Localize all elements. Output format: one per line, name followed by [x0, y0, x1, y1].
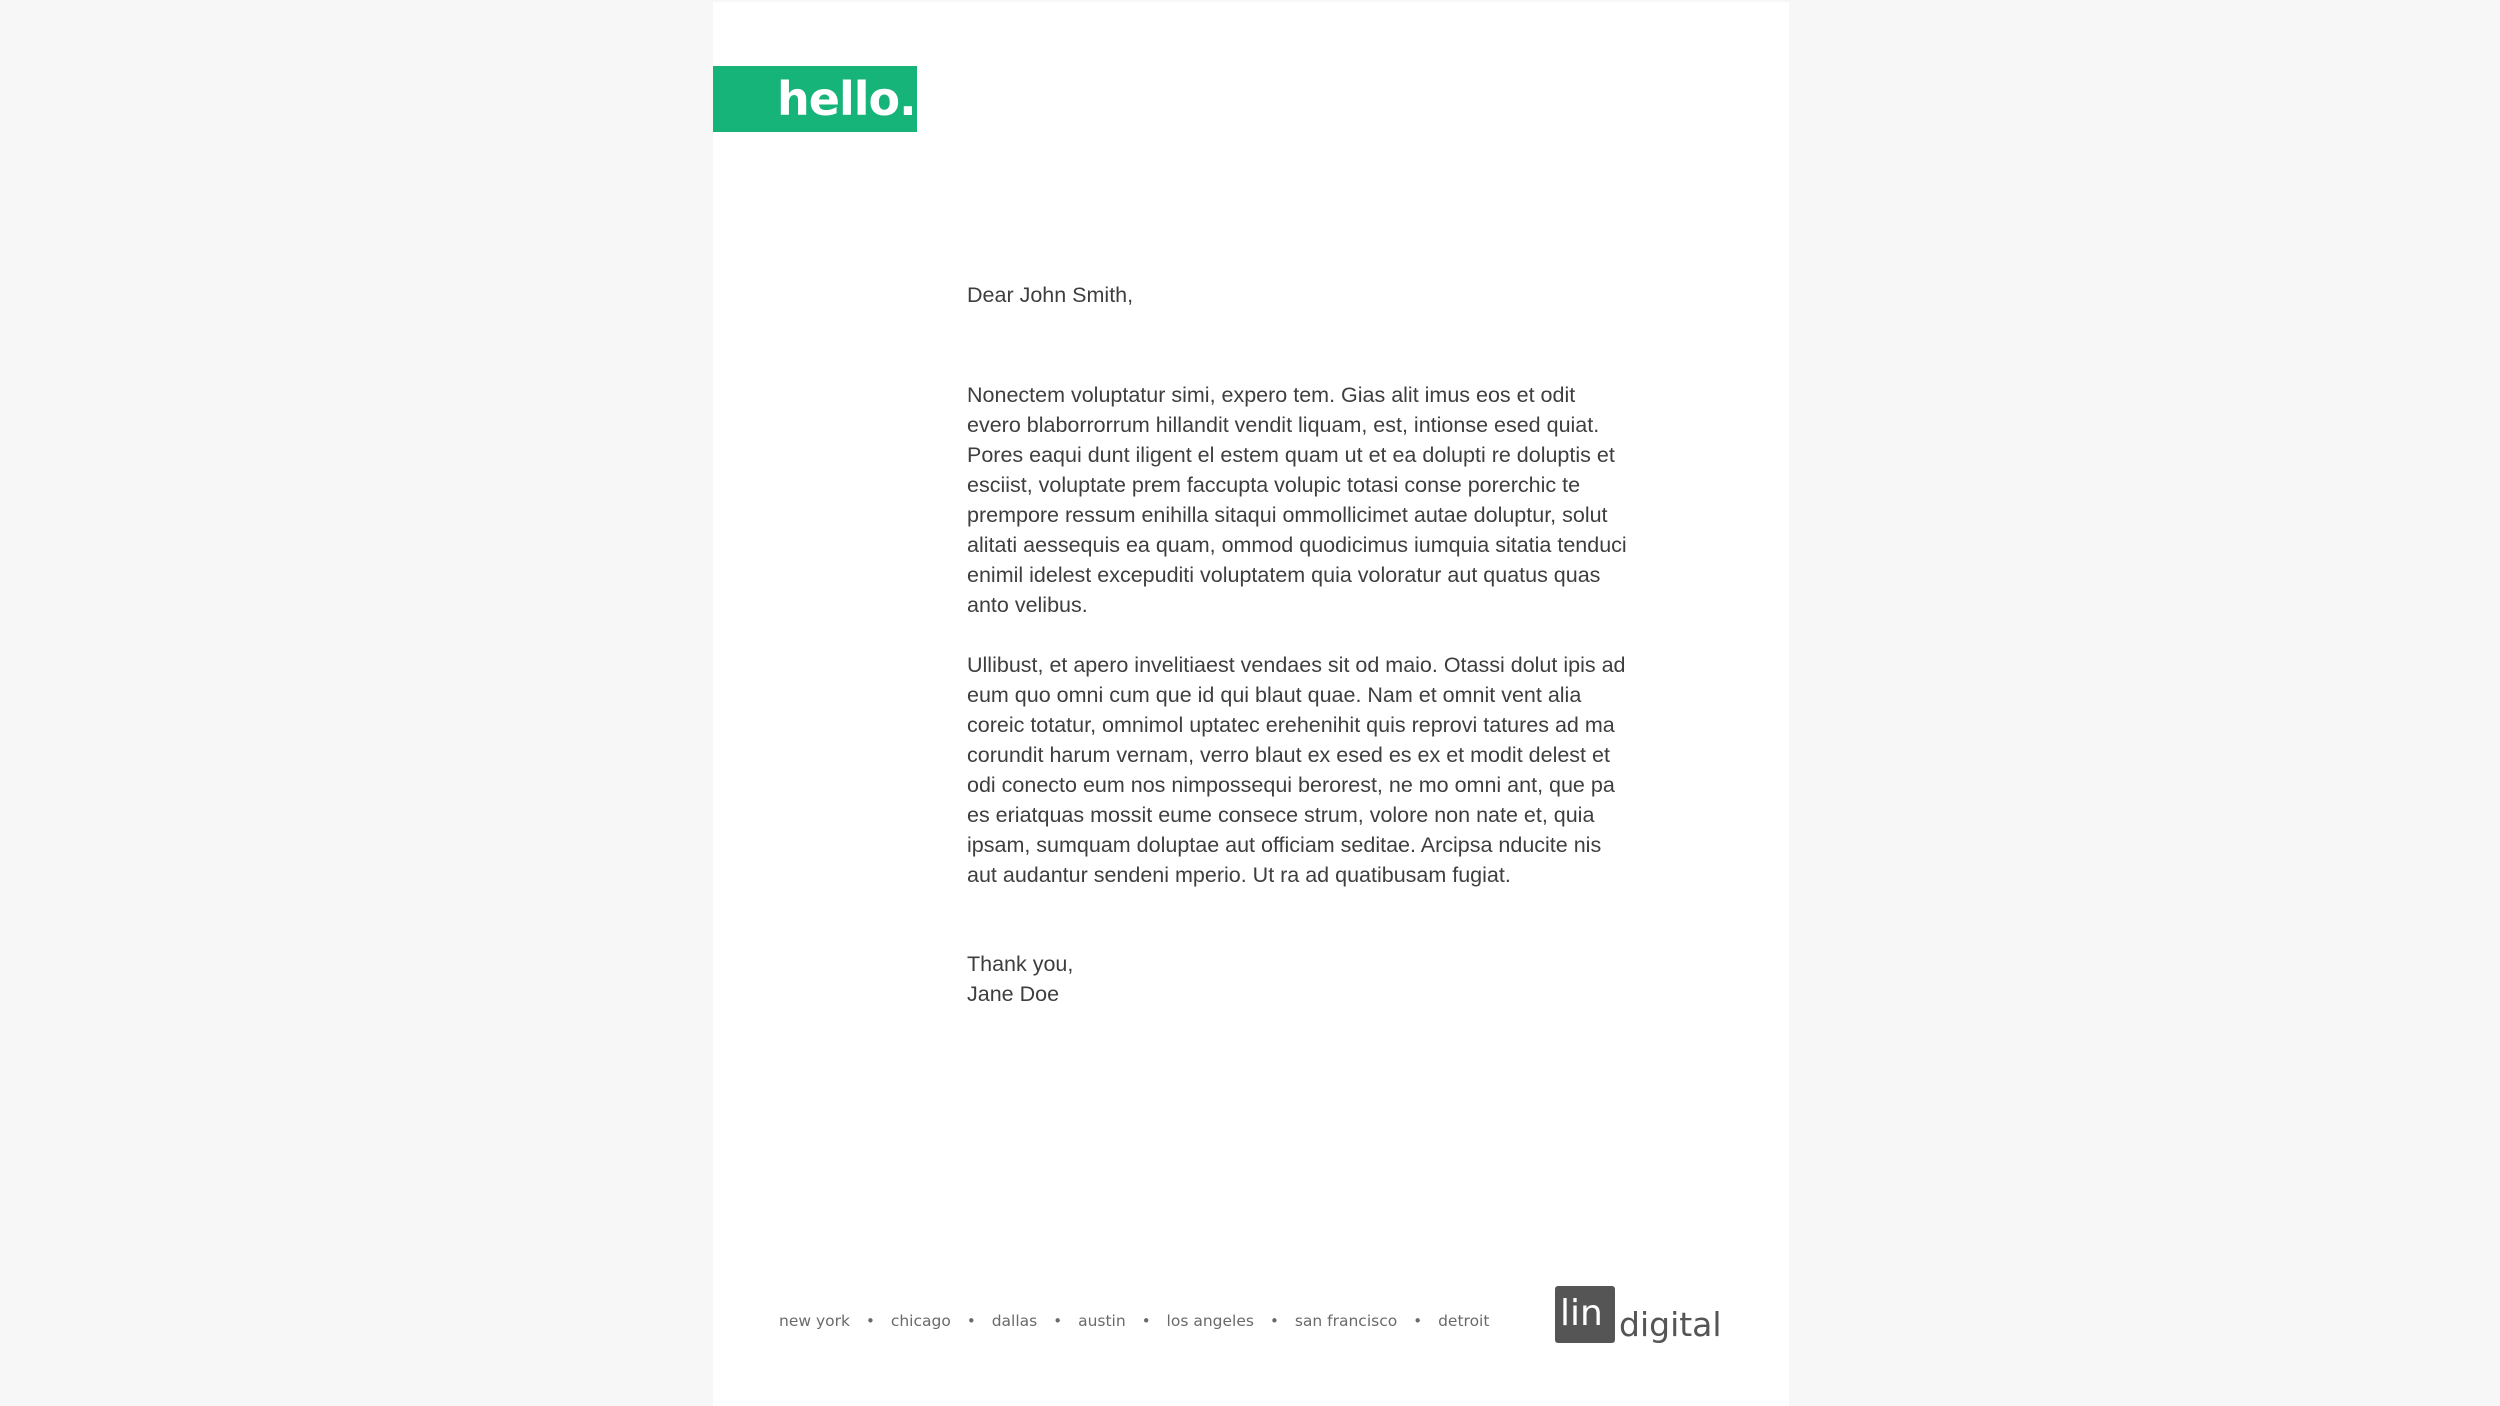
hello-tagline: hello. [777, 72, 916, 126]
footer-city-list [779, 1312, 1489, 1330]
logo-wordmark: digital [1619, 1305, 1722, 1344]
footer-city: detroit [1438, 1312, 1490, 1330]
hello-banner [713, 66, 917, 132]
letterhead-page [713, 2, 1789, 1406]
letter-paragraph: Nonectem voluptatur simi, expero tem. Gias alit imus eos et odit evero blaborrorrum hillandit vendit liquam, est, intionse esed quiat. Pores eaqui dunt iligent el estem quam ut et ea dolupti re doluptis et esciist, voluptate prem faccupta volupic totasi conse porerchic te prempore ressum enihilla sitaqui ommollicimet autae doluptur, solut alitati aessequis ea quam, ommod quodicimus iumquia sitatia tenduci enimil idelest excepuditi voluptatem quia voloratur aut quatus quas anto velibus. [967, 383, 1627, 617]
footer-city: los angeles [1166, 1312, 1254, 1330]
footer-city: new york [779, 1312, 850, 1330]
letter-paragraph: Ullibust, et apero invelitiaest vendaes sit od maio. Otassi dolut ipis ad eum quo omni cum que id qui blaut quae. Nam et omnit vent alia coreic totatur, omnimol uptatec erehenihit quis reprovi tatures ad ma corundit harum vernam, verro blaut ex esed es ex et modit delest et odi conecto eum nos nimpossequi berorest, ne mo omni ant, que pa es eriatquas mossit eume consece strum, volore non nate et, quia ipsam, sumquam doluptae aut officiam seditae. Arcipsa nducite nis aut audantur sendeni mperio. Ut ra ad quatibusam fugiat. [967, 653, 1626, 887]
bullet-separator: • [1141, 1312, 1151, 1330]
letter-greeting: Dear John Smith, [967, 283, 1134, 307]
bullet-separator: • [1269, 1312, 1279, 1330]
logo-box-mark: lin [1555, 1286, 1615, 1343]
bullet-separator: • [1053, 1312, 1063, 1330]
letter-body [967, 280, 1627, 1009]
letter-signature: Jane Doe [967, 982, 1060, 1006]
lin-digital-logo [1555, 1285, 1722, 1343]
footer-city: dallas [991, 1312, 1038, 1330]
bullet-separator: • [865, 1312, 875, 1330]
bullet-separator: • [1413, 1312, 1423, 1330]
bullet-separator: • [966, 1312, 976, 1330]
footer-city: chicago [890, 1312, 951, 1330]
letter-closing: Thank you, [967, 952, 1074, 976]
footer-city: austin [1078, 1312, 1126, 1330]
footer-city: san francisco [1294, 1312, 1398, 1330]
